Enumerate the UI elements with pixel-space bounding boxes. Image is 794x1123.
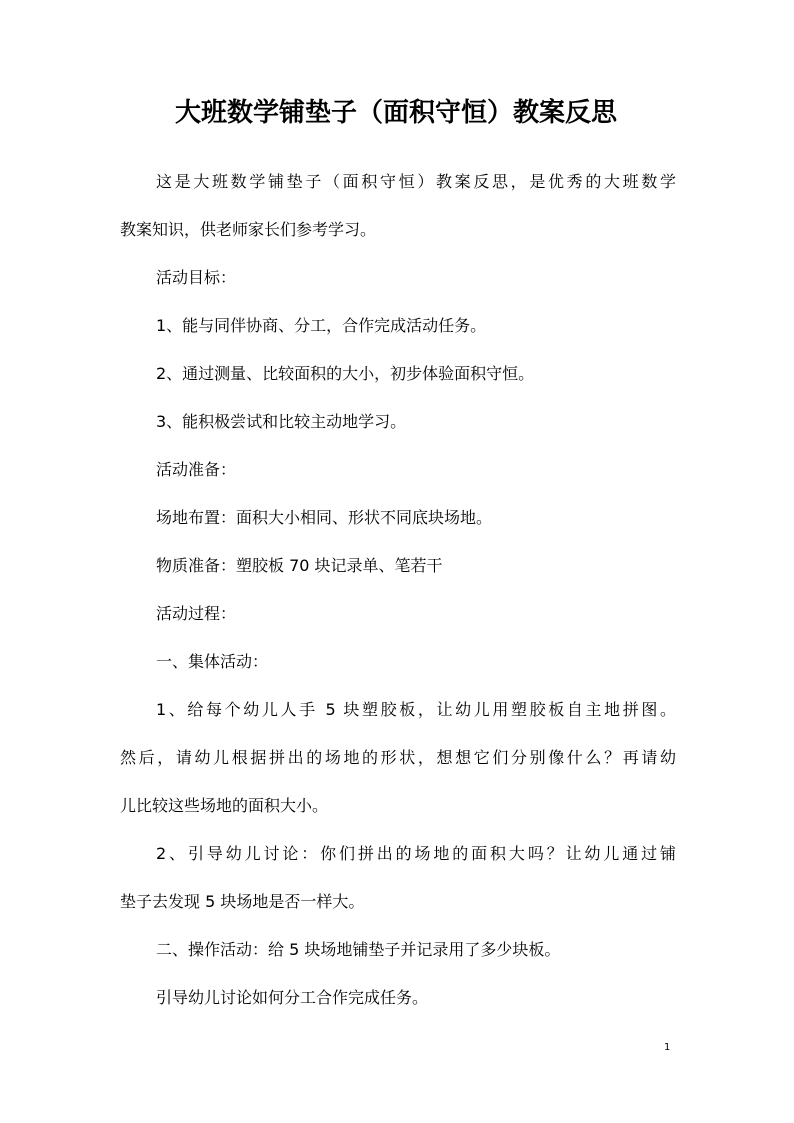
process-part-2-heading: 二、操作活动：给 5 块场地铺垫子并记录用了多少块板。 [156,940,561,959]
page-number: 1 [664,1042,671,1053]
goal-item-2: 2、通过测量、比较面积的大小，初步体验面积守恒。 [156,364,535,383]
preparation-venue: 场地布置：面积大小相同、形状不同底块场地。 [156,508,493,527]
page-title: 大班数学铺垫子（面积守恒）教案反思 [174,98,617,128]
process-step-1-line-2: 然后，请幼儿根据拼出的场地的形状，想想它们分别像什么？再请幼 [120,748,676,767]
preparation-materials: 物质准备：塑胶板 70 块记录单、笔若干 [156,556,443,575]
process-step-1-line-3: 儿比较这些场地的面积大小。 [120,796,329,815]
intro-line-2: 教案知识，供老师家长们参考学习。 [120,220,377,239]
section-heading-goals: 活动目标： [156,268,237,287]
goal-item-1: 1、能与同伴协商、分工，合作完成活动任务。 [156,316,487,335]
process-step-2-line-1: 2、引导幼儿讨论：你们拼出的场地的面积大吗？让幼儿通过铺 [156,844,676,863]
section-heading-process: 活动过程： [156,604,237,623]
intro-line-1: 这是大班数学铺垫子（面积守恒）教案反思，是优秀的大班数学 [156,172,676,191]
goal-item-3: 3、能积极尝试和比较主动地学习。 [156,412,407,431]
process-step-1-line-1: 1、给每个幼儿人手 5 块塑胶板，让幼儿用塑胶板自主地拼图。 [156,700,676,719]
process-part-2-line: 引导幼儿讨论如何分工合作完成任务。 [156,988,429,1007]
section-heading-preparation: 活动准备： [156,460,237,479]
process-part-1-heading: 一、集体活动： [156,652,269,671]
process-step-2-line-2: 垫子去发现 5 块场地是否一样大。 [120,892,365,911]
